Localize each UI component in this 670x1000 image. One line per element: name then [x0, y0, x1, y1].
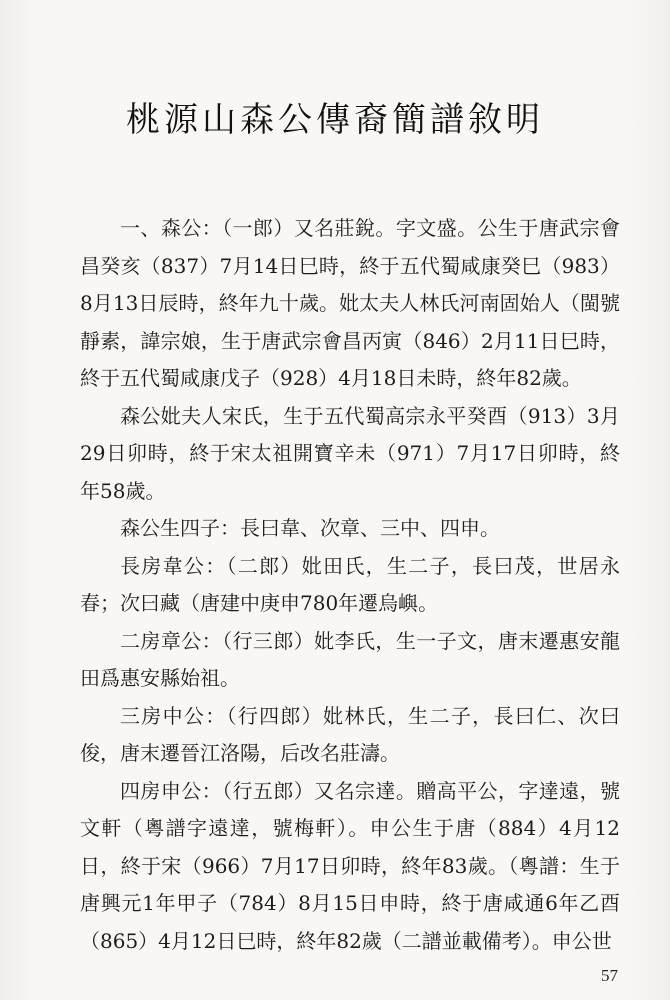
paragraph-sen-gong: 一、森公：（一郎）又名莊銳。字文盛。公生于唐武宗會昌癸亥（837）7月14日巳時，終于五代蜀咸康癸巳（983）8月13日辰時，終年九十歲。妣太夫人林氏河南固始人（閩號靜素，諱宗娘，生于唐武宗會昌丙寅（846）2月11日巳時，終于五代蜀咸康戊子（928）4月18日未時，終年82歲。: [80, 216, 620, 390]
page-title: 桃源山森公傳裔簡譜敘明: [126, 100, 544, 140]
document-body: [80, 210, 620, 960]
paragraph-second-branch: 二房章公：（行三郎）妣李氏，生一子文，唐末遷惠安龍田爲惠安縣始祖。: [80, 628, 620, 690]
paragraph-eldest-branch: 長房韋公：（二郎）妣田氏，生二子，長曰茂，世居永春；次曰藏（唐建中庚申780年遷烏嶼。: [80, 553, 620, 615]
paragraph-wife-song: 森公妣夫人宋氏，生于五代蜀高宗永平癸酉（913）3月29日卯時，終于宋太祖開寶辛未（971）7月17日卯時，終年58歲。: [80, 403, 620, 503]
paragraph-fourth-branch: 四房申公：（行五郎）又名宗達。贈高平公，字達遠，號文軒（粵譜字遠達，號梅軒）。申公生于唐（884）4月12日，終于宋（966）7月17日卯時，終年83歲。（粵譜：生于唐興元1年甲子（784）8月15日申時，終于唐咸通6年乙酉（865）4月12日巳時，終年82歲（二譜並載備考）。申公世: [80, 778, 620, 953]
page-number: 57: [601, 966, 618, 985]
paragraph-third-branch: 三房中公：（行四郎）妣林氏，生二子，長曰仁、次曰俊，唐末遷晉江洛陽，后改名莊濤。: [80, 703, 620, 765]
paragraph-four-sons: 森公生四子：長曰韋、次章、三中、四申。: [120, 516, 500, 540]
